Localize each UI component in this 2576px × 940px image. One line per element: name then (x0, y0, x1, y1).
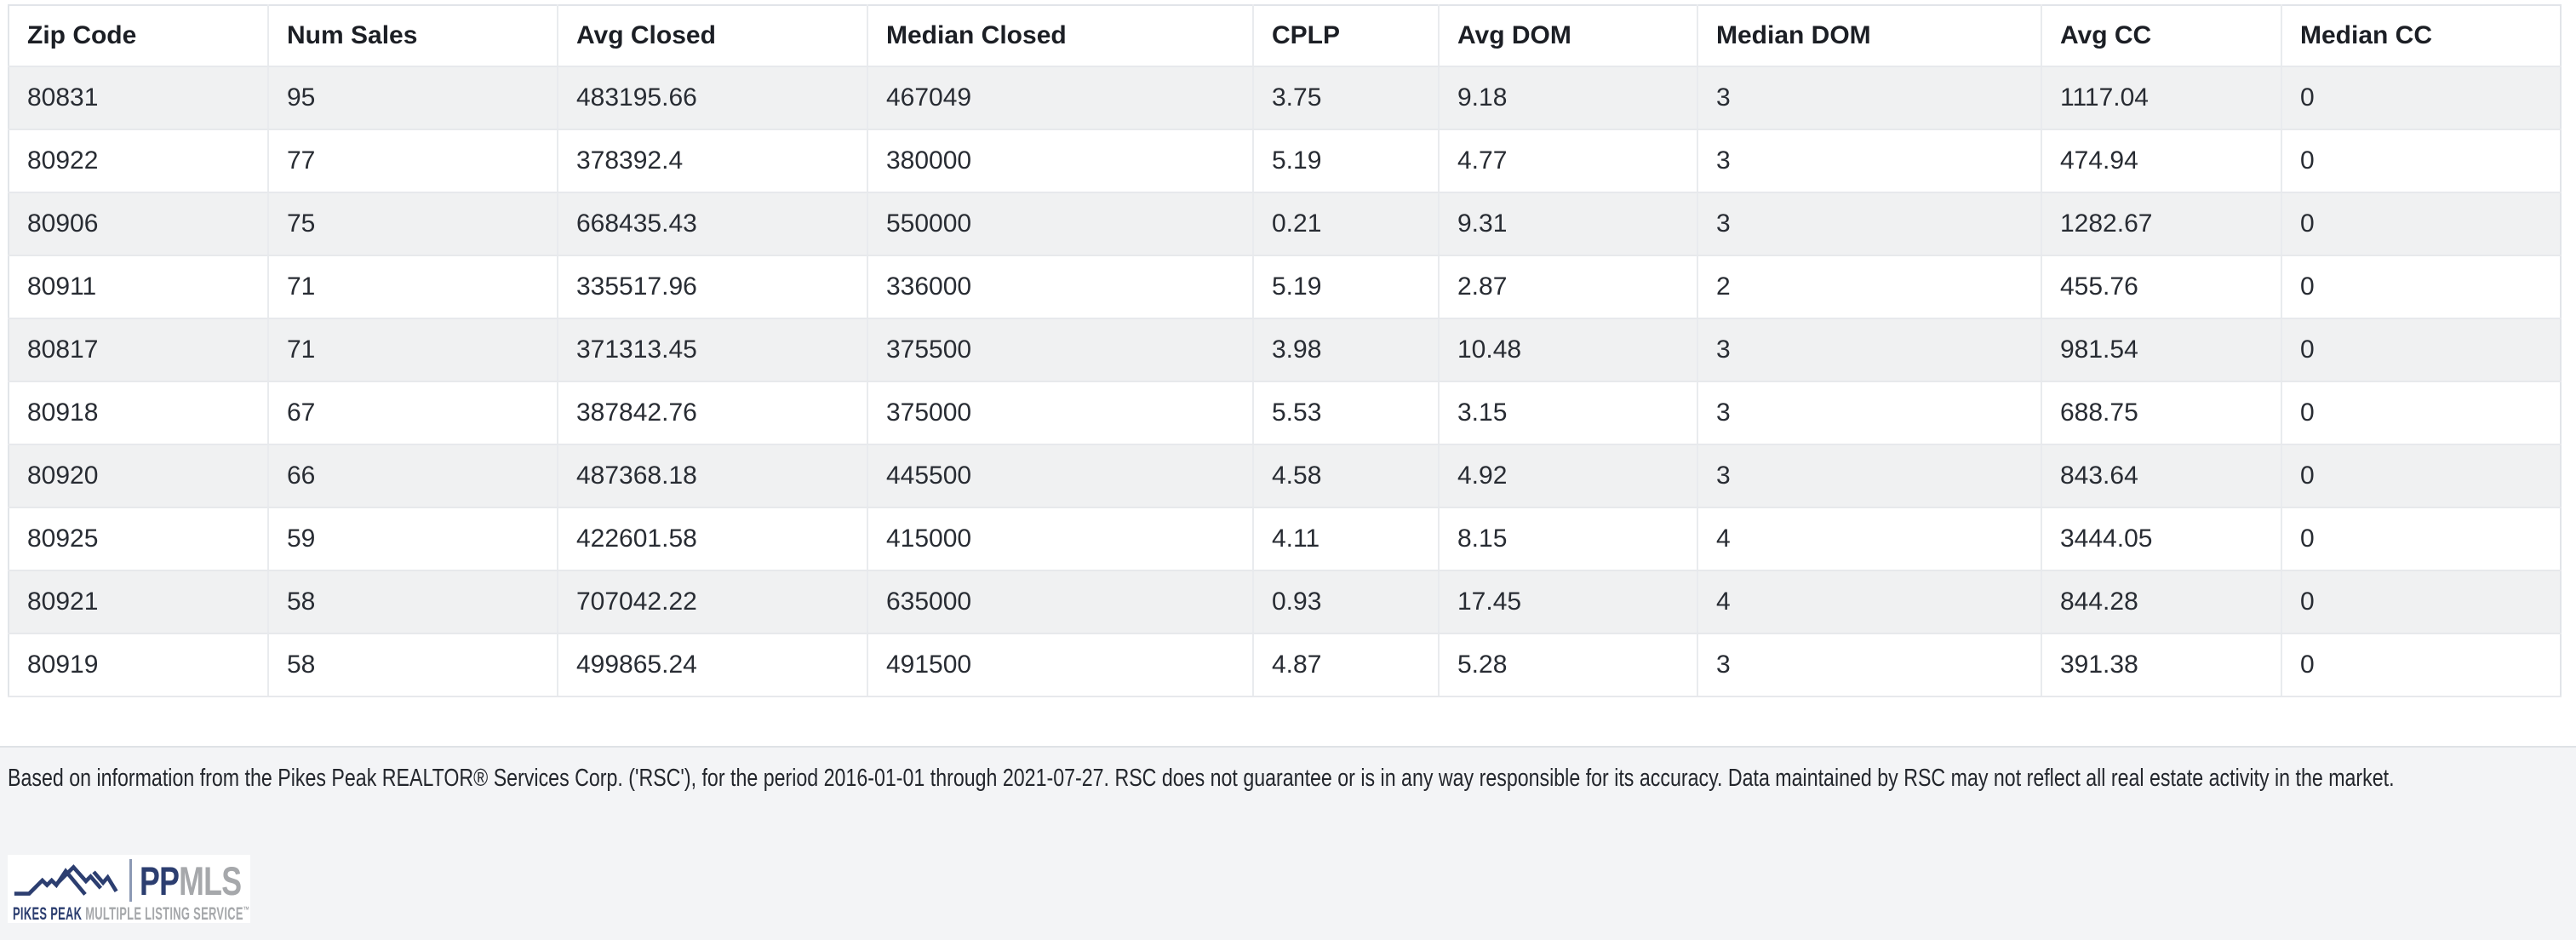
table-head (9, 5, 2561, 66)
table-cell: 71 (268, 255, 558, 318)
column-header: CPLP (1253, 5, 1439, 66)
table-cell: 415000 (867, 507, 1253, 570)
table-cell: 3.98 (1253, 318, 1439, 381)
table-cell: 66 (268, 444, 558, 507)
table-cell: 58 (268, 633, 558, 696)
table-cell: 5.28 (1439, 633, 1697, 696)
column-header: Num Sales (268, 5, 558, 66)
table-cell: 80918 (9, 381, 268, 444)
table-body (9, 66, 2561, 696)
ppmls-wordmark (140, 857, 242, 903)
table-cell: 707042.22 (558, 570, 867, 633)
table-cell: 4 (1697, 570, 2041, 633)
table-row (9, 255, 2561, 318)
mountain-range-icon (13, 862, 122, 899)
table-cell: 474.94 (2041, 129, 2281, 192)
table-cell: 483195.66 (558, 66, 867, 129)
table-cell: 3.15 (1439, 381, 1697, 444)
table-cell: 371313.45 (558, 318, 867, 381)
table-cell: 9.31 (1439, 192, 1697, 255)
table-cell: 336000 (867, 255, 1253, 318)
table-cell: 5.19 (1253, 255, 1439, 318)
table-cell: 0 (2281, 318, 2561, 381)
table-cell: 5.53 (1253, 381, 1439, 444)
table-cell: 422601.58 (558, 507, 867, 570)
table-cell: 0 (2281, 255, 2561, 318)
table-cell: 5.19 (1253, 129, 1439, 192)
table-cell: 9.18 (1439, 66, 1697, 129)
table-cell: 0 (2281, 633, 2561, 696)
table-cell: 0 (2281, 444, 2561, 507)
table-cell: 378392.4 (558, 129, 867, 192)
table-cell: 75 (268, 192, 558, 255)
table-cell: 335517.96 (558, 255, 867, 318)
table-cell: 0.21 (1253, 192, 1439, 255)
table-cell: 4.87 (1253, 633, 1439, 696)
logo-divider (129, 859, 132, 902)
table-cell: 3 (1697, 129, 2041, 192)
table-cell: 2 (1697, 255, 2041, 318)
table-cell: 95 (268, 66, 558, 129)
table-cell: 550000 (867, 192, 1253, 255)
column-header: Avg Closed (558, 5, 867, 66)
table-cell: 4.11 (1253, 507, 1439, 570)
logo-pp: PP (140, 857, 180, 903)
table-row (9, 444, 2561, 507)
table-cell: 0 (2281, 570, 2561, 633)
table-cell: 80817 (9, 318, 268, 381)
table-cell: 10.48 (1439, 318, 1697, 381)
table-row (9, 570, 2561, 633)
table-cell: 80919 (9, 633, 268, 696)
table-cell: 3 (1697, 444, 2041, 507)
table-cell: 4.58 (1253, 444, 1439, 507)
table-cell: 843.64 (2041, 444, 2281, 507)
table-cell: 0 (2281, 507, 2561, 570)
logo-tagline-secondary: MULTIPLE LISTING SERVICE (85, 904, 243, 924)
table-cell: 375500 (867, 318, 1253, 381)
column-header: Avg DOM (1439, 5, 1697, 66)
table-row (9, 129, 2561, 192)
logo-mls: MLS (179, 857, 242, 903)
logo-row (13, 858, 245, 903)
table-cell: 2.87 (1439, 255, 1697, 318)
table-cell: 0 (2281, 381, 2561, 444)
table-cell: 67 (268, 381, 558, 444)
logo-tagline-primary: PIKES PEAK (13, 904, 83, 924)
table-cell: 491500 (867, 633, 1253, 696)
table-cell: 59 (268, 507, 558, 570)
table-cell: 3.75 (1253, 66, 1439, 129)
column-header: Avg CC (2041, 5, 2281, 66)
table-cell: 455.76 (2041, 255, 2281, 318)
zip-stats-table (8, 4, 2562, 697)
table-cell: 375000 (867, 381, 1253, 444)
table-cell: 635000 (867, 570, 1253, 633)
table-cell: 668435.43 (558, 192, 867, 255)
table-row (9, 192, 2561, 255)
table-cell: 387842.76 (558, 381, 867, 444)
table-cell: 1117.04 (2041, 66, 2281, 129)
table-cell: 80831 (9, 66, 268, 129)
table-cell: 1282.67 (2041, 192, 2281, 255)
column-header: Median CC (2281, 5, 2561, 66)
table-cell: 71 (268, 318, 558, 381)
table-cell: 80911 (9, 255, 268, 318)
table-cell: 4.77 (1439, 129, 1697, 192)
table-header-row (9, 5, 2561, 66)
table-card (8, 4, 2562, 697)
table-cell: 3 (1697, 381, 2041, 444)
table-cell: 487368.18 (558, 444, 867, 507)
trademark-symbol: ™ (243, 904, 250, 916)
table-row (9, 66, 2561, 129)
table-cell: 445500 (867, 444, 1253, 507)
disclaimer-text: Based on information from the Pikes Peak REALTOR® Services Corp. ('RSC'), for the period 2016-01-01 through 2021-07-27. RSC does not guarantee or is in any way responsible for its accuracy. Data maintained by RSC may not reflect all real estate activity in the market. (8, 765, 2395, 792)
table-cell: 844.28 (2041, 570, 2281, 633)
table-row (9, 633, 2561, 696)
table-cell: 3 (1697, 192, 2041, 255)
table-cell: 17.45 (1439, 570, 1697, 633)
table-cell: 3 (1697, 66, 2041, 129)
ppmls-logo (8, 855, 250, 923)
table-cell: 80920 (9, 444, 268, 507)
table-cell: 380000 (867, 129, 1253, 192)
table-cell: 58 (268, 570, 558, 633)
column-header: Zip Code (9, 5, 268, 66)
column-header: Median DOM (1697, 5, 2041, 66)
table-cell: 0 (2281, 129, 2561, 192)
table-cell: 77 (268, 129, 558, 192)
table-cell: 467049 (867, 66, 1253, 129)
table-cell: 4.92 (1439, 444, 1697, 507)
table-cell: 0.93 (1253, 570, 1439, 633)
table-cell: 0 (2281, 192, 2561, 255)
table-cell: 499865.24 (558, 633, 867, 696)
table-cell: 3 (1697, 633, 2041, 696)
table-row (9, 381, 2561, 444)
table-cell: 3 (1697, 318, 2041, 381)
table-cell: 80921 (9, 570, 268, 633)
table-cell: 4 (1697, 507, 2041, 570)
table-row (9, 507, 2561, 570)
logo-tagline (13, 904, 250, 924)
table-cell: 391.38 (2041, 633, 2281, 696)
table-cell: 981.54 (2041, 318, 2281, 381)
table-cell: 80922 (9, 129, 268, 192)
column-header: Median Closed (867, 5, 1253, 66)
table-cell: 3444.05 (2041, 507, 2281, 570)
table-cell: 8.15 (1439, 507, 1697, 570)
table-cell: 80925 (9, 507, 268, 570)
table-cell: 688.75 (2041, 381, 2281, 444)
footer-section (0, 746, 2576, 940)
table-cell: 80906 (9, 192, 268, 255)
table-row (9, 318, 2561, 381)
table-cell: 0 (2281, 66, 2561, 129)
